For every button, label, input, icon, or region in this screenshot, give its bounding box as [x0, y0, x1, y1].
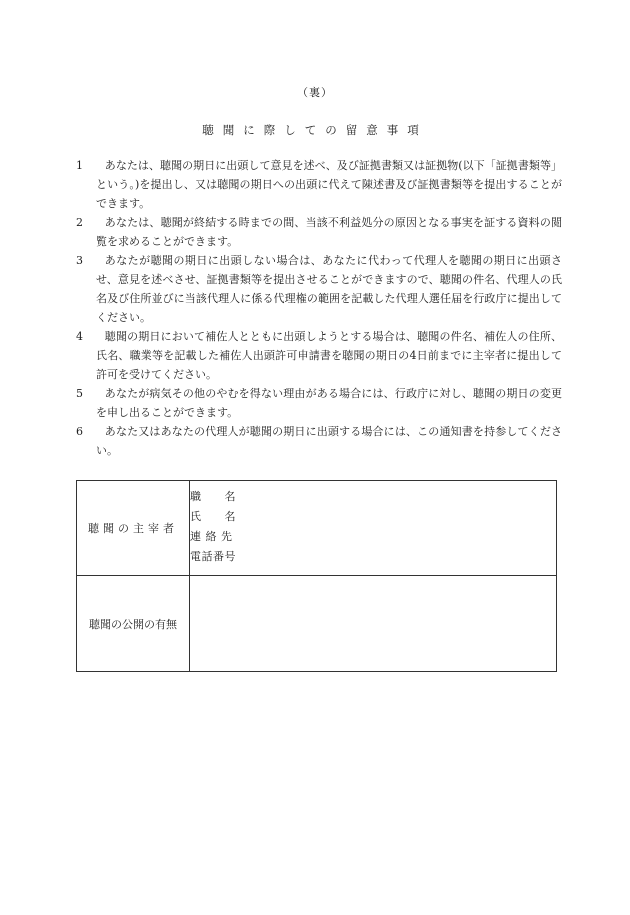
presiding-officer-fields — [190, 487, 556, 567]
page-title: 聴聞に際しての留意事項 — [202, 123, 428, 137]
table-row — [77, 481, 557, 576]
item-text: あなたは、聴聞が終結する時までの間、当該不利益処分の原因となる事実を証する資料の閲覧を求めることができます。 — [96, 216, 562, 248]
item-text: あなたが病気その他のやむを得ない理由がある場合には、行政庁に対し、聴聞の期日の変更を申し出ることができます。 — [96, 387, 562, 419]
phone-field-label: 電話番号 — [190, 550, 236, 563]
item-text: 聴聞の期日において補佐人とともに出頭しようとする場合は、聴聞の件名、補佐人の住所、氏名、職業等を記載した補佐人出頭許可申請書を聴聞の期日の4日前までに主宰者に提出して許可を受けてください。 — [96, 330, 562, 381]
hearing-info-table — [76, 480, 557, 672]
public-hearing-label-cell — [77, 576, 190, 672]
notice-list — [76, 156, 562, 460]
list-item — [76, 156, 562, 213]
item-number: 2 — [76, 216, 83, 229]
item-text: あなたは、聴聞の期日に出頭して意見を述べ、及び証拠書類又は証拠物(以下「証拠書類等」という。)を提出し、又は聴聞の期日への出頭に代えて陳述書及び証拠書類等を提出することができます。 — [96, 159, 562, 210]
presiding-officer-details-cell — [190, 481, 557, 576]
presiding-officer-label-cell — [77, 481, 190, 576]
title-field-label: 職 名 — [190, 490, 236, 503]
list-item — [76, 384, 562, 422]
list-item — [76, 213, 562, 251]
item-number: 5 — [76, 387, 83, 400]
public-hearing-value-cell — [190, 576, 557, 672]
list-item — [76, 251, 562, 327]
public-hearing-label: 聴聞の公開の有無 — [89, 617, 177, 631]
item-number: 4 — [76, 330, 83, 343]
contact-field-label: 連 絡 先 — [190, 530, 233, 543]
table-row — [77, 576, 557, 672]
item-text: あなたが聴聞の期日に出頭しない場合は、あなたに代わって代理人を聴聞の期日に出頭させ、意見を述べさせ、証拠書類等を提出させることができますので、聴聞の件名、代理人の氏名及び住所並びに当該代理人に係る代理権の範囲を記載した代理人選任届を行政庁に提出してください。 — [96, 254, 562, 324]
reverse-side-label: （裏） — [297, 86, 333, 99]
list-item — [76, 327, 562, 384]
item-text: あなた又はあなたの代理人が聴聞の期日に出頭する場合には、この通知書を持参してください。 — [96, 425, 562, 457]
list-item — [76, 422, 562, 460]
item-number: 1 — [76, 159, 83, 172]
presiding-officer-label: 聴聞の主宰者 — [88, 522, 178, 535]
item-number: 3 — [76, 254, 83, 267]
name-field-label: 氏 名 — [190, 510, 236, 523]
item-number: 6 — [76, 425, 83, 438]
